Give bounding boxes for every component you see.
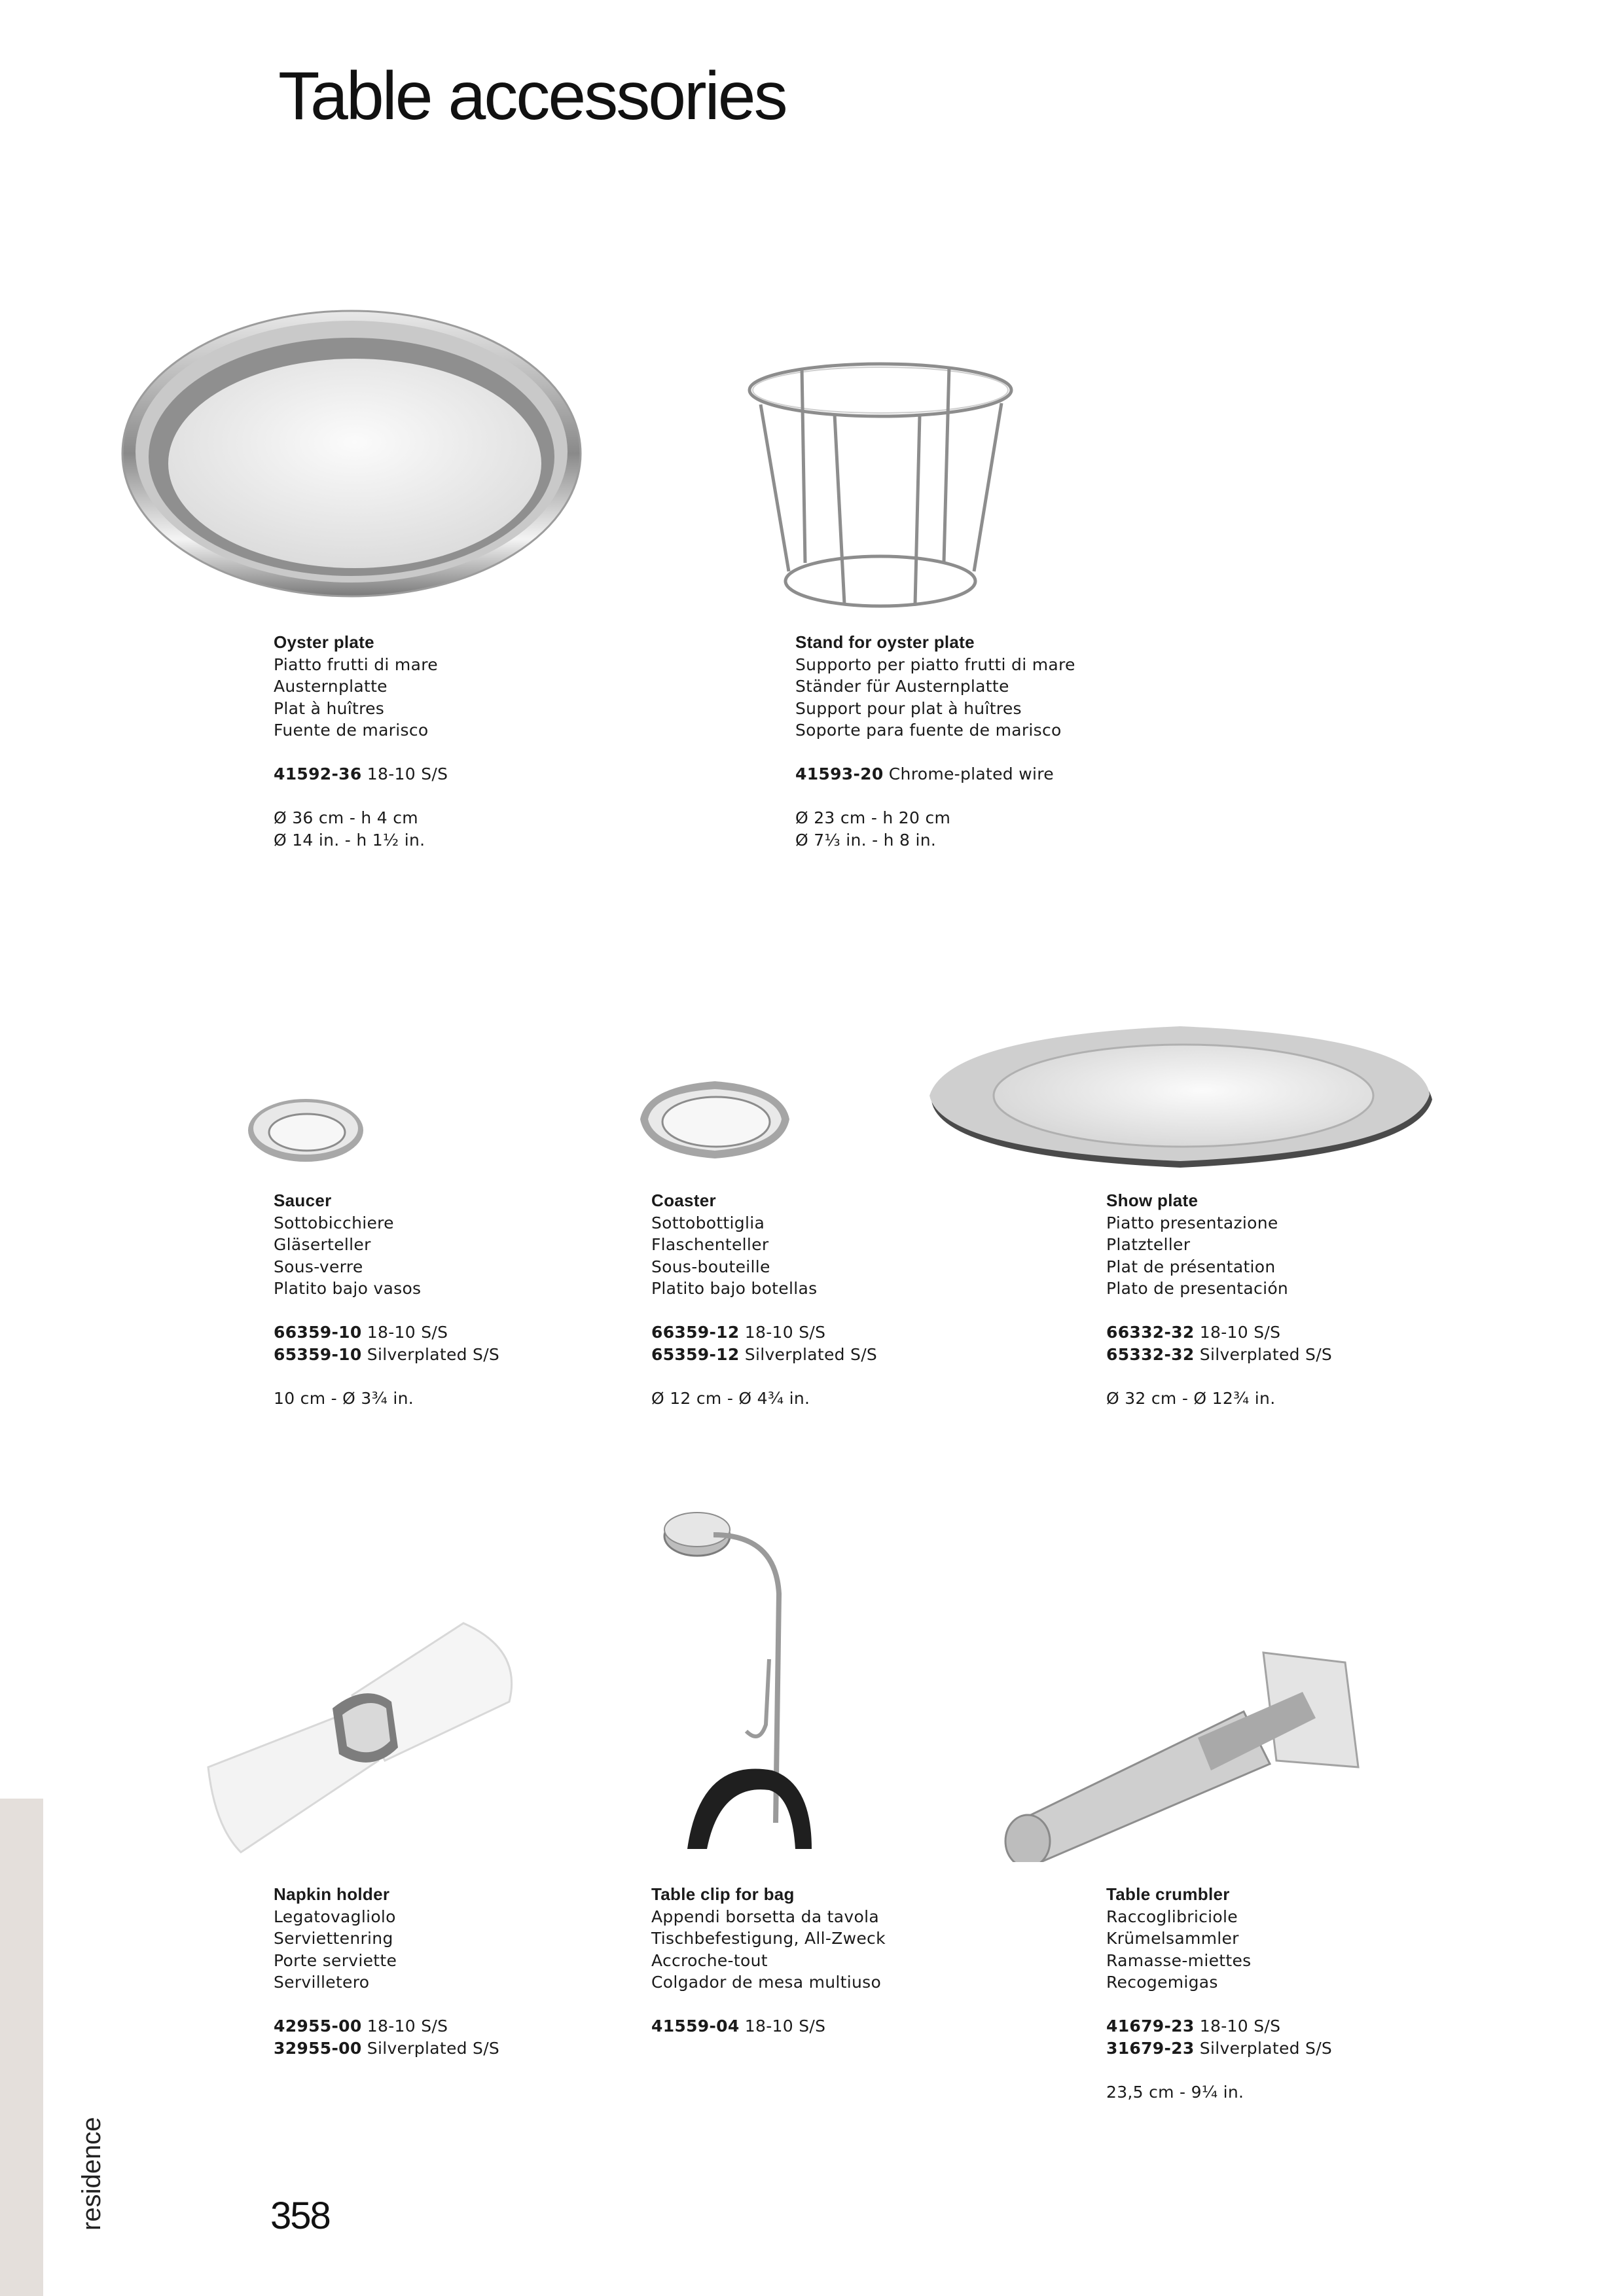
dimension-metric: 23,5 cm - 9¼ in. xyxy=(1106,2082,1244,2102)
translation-de: Krümelsammler xyxy=(1106,1929,1239,1948)
dimension-metric: Ø 36 cm - h 4 cm xyxy=(274,808,418,827)
product-code: 65359-12 xyxy=(651,1344,740,1364)
translation-es: Fuente de marisco xyxy=(274,721,429,740)
product-name: Stand for oyster plate xyxy=(795,632,975,652)
product-material: Silverplated S/S xyxy=(1199,2038,1333,2058)
product-oyster-plate xyxy=(274,632,448,851)
translation-fr: Plat de présentation xyxy=(1106,1257,1276,1276)
product-napkin-holder xyxy=(274,1884,499,2059)
translation-de: Tischbefestigung, All-Zweck xyxy=(651,1929,886,1948)
product-code: 41593-20 xyxy=(795,764,884,783)
section-color-tab xyxy=(0,1799,43,2296)
product-code: 41592-36 xyxy=(274,764,362,783)
dimension-metric: Ø 12 cm - Ø 4¾ in. xyxy=(651,1388,810,1408)
product-material: 18-10 S/S xyxy=(1199,1323,1281,1342)
product-code: 66332-32 xyxy=(1106,1323,1195,1342)
product-code: 65359-10 xyxy=(274,1344,362,1364)
translation-it: Piatto presentazione xyxy=(1106,1213,1278,1232)
product-code-line xyxy=(274,1321,499,1344)
product-material: Chrome-plated wire xyxy=(888,764,1054,783)
page-title: Table accessories xyxy=(278,58,786,134)
translation-es: Platito bajo vasos xyxy=(274,1279,422,1298)
product-material: Silverplated S/S xyxy=(744,1344,878,1364)
product-coaster xyxy=(651,1190,877,1409)
translation-de: Serviettenring xyxy=(274,1929,393,1948)
product-code-line xyxy=(1106,2015,1332,2037)
translation-es: Soporte para fuente de marisco xyxy=(795,721,1062,740)
product-name: Table crumbler xyxy=(1106,1884,1230,1904)
napkin-holder-image xyxy=(202,1610,529,1872)
translation-it: Raccoglibriciole xyxy=(1106,1907,1238,1926)
translation-it: Appendi borsetta da tavola xyxy=(651,1907,879,1926)
oyster-plate-image xyxy=(119,306,584,601)
translation-de: Flaschenteller xyxy=(651,1235,769,1254)
product-code: 31679-23 xyxy=(1106,2038,1195,2058)
translation-es: Platito bajo botellas xyxy=(651,1279,818,1298)
dimension-metric: 10 cm - Ø 3¾ in. xyxy=(274,1388,414,1408)
translation-de: Platzteller xyxy=(1106,1235,1191,1254)
product-code: 32955-00 xyxy=(274,2038,362,2058)
translation-it: Supporto per piatto frutti di mare xyxy=(795,655,1075,674)
product-name: Table clip for bag xyxy=(651,1884,795,1904)
translation-fr: Sous-verre xyxy=(274,1257,363,1276)
page-number: 358 xyxy=(270,2195,330,2237)
product-code: 41679-23 xyxy=(1106,2017,1195,2036)
product-name: Oyster plate xyxy=(274,632,374,652)
product-name: Coaster xyxy=(651,1191,716,1210)
product-table-crumbler xyxy=(1106,1884,1332,2103)
product-code-line xyxy=(274,1344,499,1366)
product-code-line xyxy=(274,2015,499,2037)
product-material: Silverplated S/S xyxy=(367,1344,500,1364)
translation-es: Colgador de mesa multiuso xyxy=(651,1973,882,1992)
translation-de: Ständer für Austernplatte xyxy=(795,677,1009,696)
product-saucer xyxy=(274,1190,499,1409)
product-code-line xyxy=(795,763,1075,785)
product-material: 18-10 S/S xyxy=(744,2017,826,2036)
product-name: Napkin holder xyxy=(274,1884,390,1904)
product-oyster-stand xyxy=(795,632,1075,851)
dimension-metric: Ø 23 cm - h 20 cm xyxy=(795,808,951,827)
saucer-image xyxy=(245,1094,367,1166)
product-code-line xyxy=(274,2037,499,2060)
product-material: Silverplated S/S xyxy=(367,2038,500,2058)
translation-it: Piatto frutti di mare xyxy=(274,655,438,674)
translation-es: Recogemigas xyxy=(1106,1973,1218,1992)
product-code-line xyxy=(651,2015,886,2037)
translation-de: Austernplatte xyxy=(274,677,388,696)
product-material: 18-10 S/S xyxy=(367,2017,448,2036)
product-code-line xyxy=(651,1344,877,1366)
product-material: 18-10 S/S xyxy=(367,764,448,783)
product-material: 18-10 S/S xyxy=(1199,2017,1281,2036)
translation-it: Sottobottiglia xyxy=(651,1213,765,1232)
translation-fr: Sous-bouteille xyxy=(651,1257,770,1276)
translation-de: Gläserteller xyxy=(274,1235,371,1254)
product-code-line xyxy=(1106,1344,1332,1366)
translation-fr: Accroche-tout xyxy=(651,1950,768,1970)
product-code-line xyxy=(1106,2037,1332,2060)
product-code-line xyxy=(274,763,448,785)
bag-clip-image xyxy=(661,1509,831,1862)
translation-es: Servilletero xyxy=(274,1973,370,1992)
translation-es: Plato de presentación xyxy=(1106,1279,1289,1298)
product-code: 66359-10 xyxy=(274,1323,362,1342)
dimension-imperial: Ø 7⅓ in. - h 8 in. xyxy=(795,830,937,850)
product-show-plate xyxy=(1106,1190,1332,1409)
product-code-line xyxy=(651,1321,877,1344)
product-code: 41559-04 xyxy=(651,2017,740,2036)
product-code: 65332-32 xyxy=(1106,1344,1195,1364)
product-code: 42955-00 xyxy=(274,2017,362,2036)
table-crumbler-image xyxy=(988,1633,1368,1862)
product-material: 18-10 S/S xyxy=(367,1323,448,1342)
product-code-line xyxy=(1106,1321,1332,1344)
translation-it: Legatovagliolo xyxy=(274,1907,396,1926)
translation-fr: Ramasse-miettes xyxy=(1106,1950,1252,1970)
section-label: residence xyxy=(77,2117,106,2231)
product-code: 66359-12 xyxy=(651,1323,740,1342)
translation-fr: Support pour plat à huîtres xyxy=(795,698,1022,718)
product-material: Silverplated S/S xyxy=(1199,1344,1333,1364)
product-material: 18-10 S/S xyxy=(744,1323,826,1342)
translation-fr: Porte serviette xyxy=(274,1950,397,1970)
product-bag-clip xyxy=(651,1884,886,2037)
translation-it: Sottobicchiere xyxy=(274,1213,394,1232)
coaster-image xyxy=(634,1073,796,1165)
translation-fr: Plat à huîtres xyxy=(274,698,385,718)
wire-stand-image xyxy=(740,359,1021,614)
dimension-imperial: Ø 14 in. - h 1½ in. xyxy=(274,830,425,850)
show-plate-image xyxy=(922,1022,1439,1174)
product-name: Saucer xyxy=(274,1191,332,1210)
product-name: Show plate xyxy=(1106,1191,1199,1210)
dimension-metric: Ø 32 cm - Ø 12¾ in. xyxy=(1106,1388,1276,1408)
